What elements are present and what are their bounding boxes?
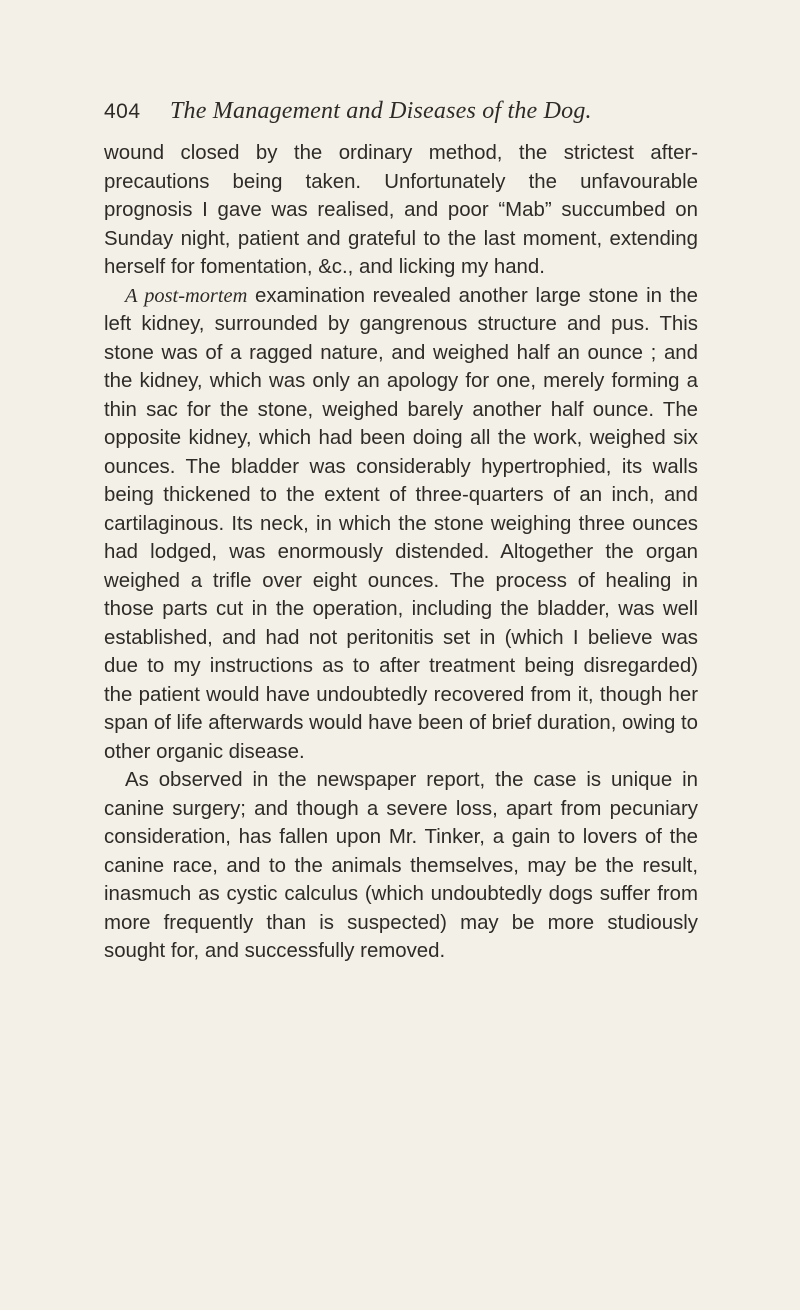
paragraph-2	[104, 282, 698, 767]
paragraph-1-text: wound closed by the ordinary method, the strictest after-precautions being taken. Unfortunately the unfavourable prognosis I gave was realised, and poor “Mab” succumbed on Sunday night, patient and grateful to the last moment, extending herself for fomentation, &c., and licking my hand.	[104, 142, 698, 278]
running-title: The Management and Diseases of the Dog.	[170, 98, 592, 124]
running-head	[104, 96, 698, 127]
book-page	[104, 96, 698, 966]
paragraph-3-text: As observed in the newspaper report, the case is unique in canine surgery; and though a severe loss, apart from pecuniary consideration, has fallen upon Mr. Tinker, a gain to lovers of the canine race, and to the animals themselves, may be the result, inasmuch as cystic calculus (which undoubtedly dogs suffer from more frequently than is suspected) may be more studiously sought for, and successfully removed.	[104, 769, 698, 962]
body-text	[104, 139, 698, 966]
paragraph-2-lead-italic: A post-mortem	[125, 284, 248, 307]
page-number: 404	[104, 100, 141, 123]
paragraph-3	[104, 766, 698, 966]
paragraph-1	[104, 139, 698, 282]
paragraph-2-text: examination revealed another large stone in the left kidney, surrounded by gangrenous structure and pus. This stone was of a ragged nature, and weighed half an ounce ; and the kidney, which was only an apology for one, merely forming a thin sac for the stone, weighed barely another half ounce. The opposite kidney, which had been doing all the work, weighed six ounces. The bladder was considerably hypertrophied, its walls being thickened to the extent of three-quarters of an inch, and cartilaginous. Its neck, in which the stone weighing three ounces had lodged, was enormously distended. Altogether the organ weighed a trifle over eight ounces. The process of healing in those parts cut in the operation, including the bladder, was well established, and had not peritonitis set in (which I believe was due to my instructions as to after treatment being disregarded) the patient would have undoubtedly recovered from it, though her span of life afterwards would have been of brief duration, owing to other organic disease.	[104, 284, 699, 763]
